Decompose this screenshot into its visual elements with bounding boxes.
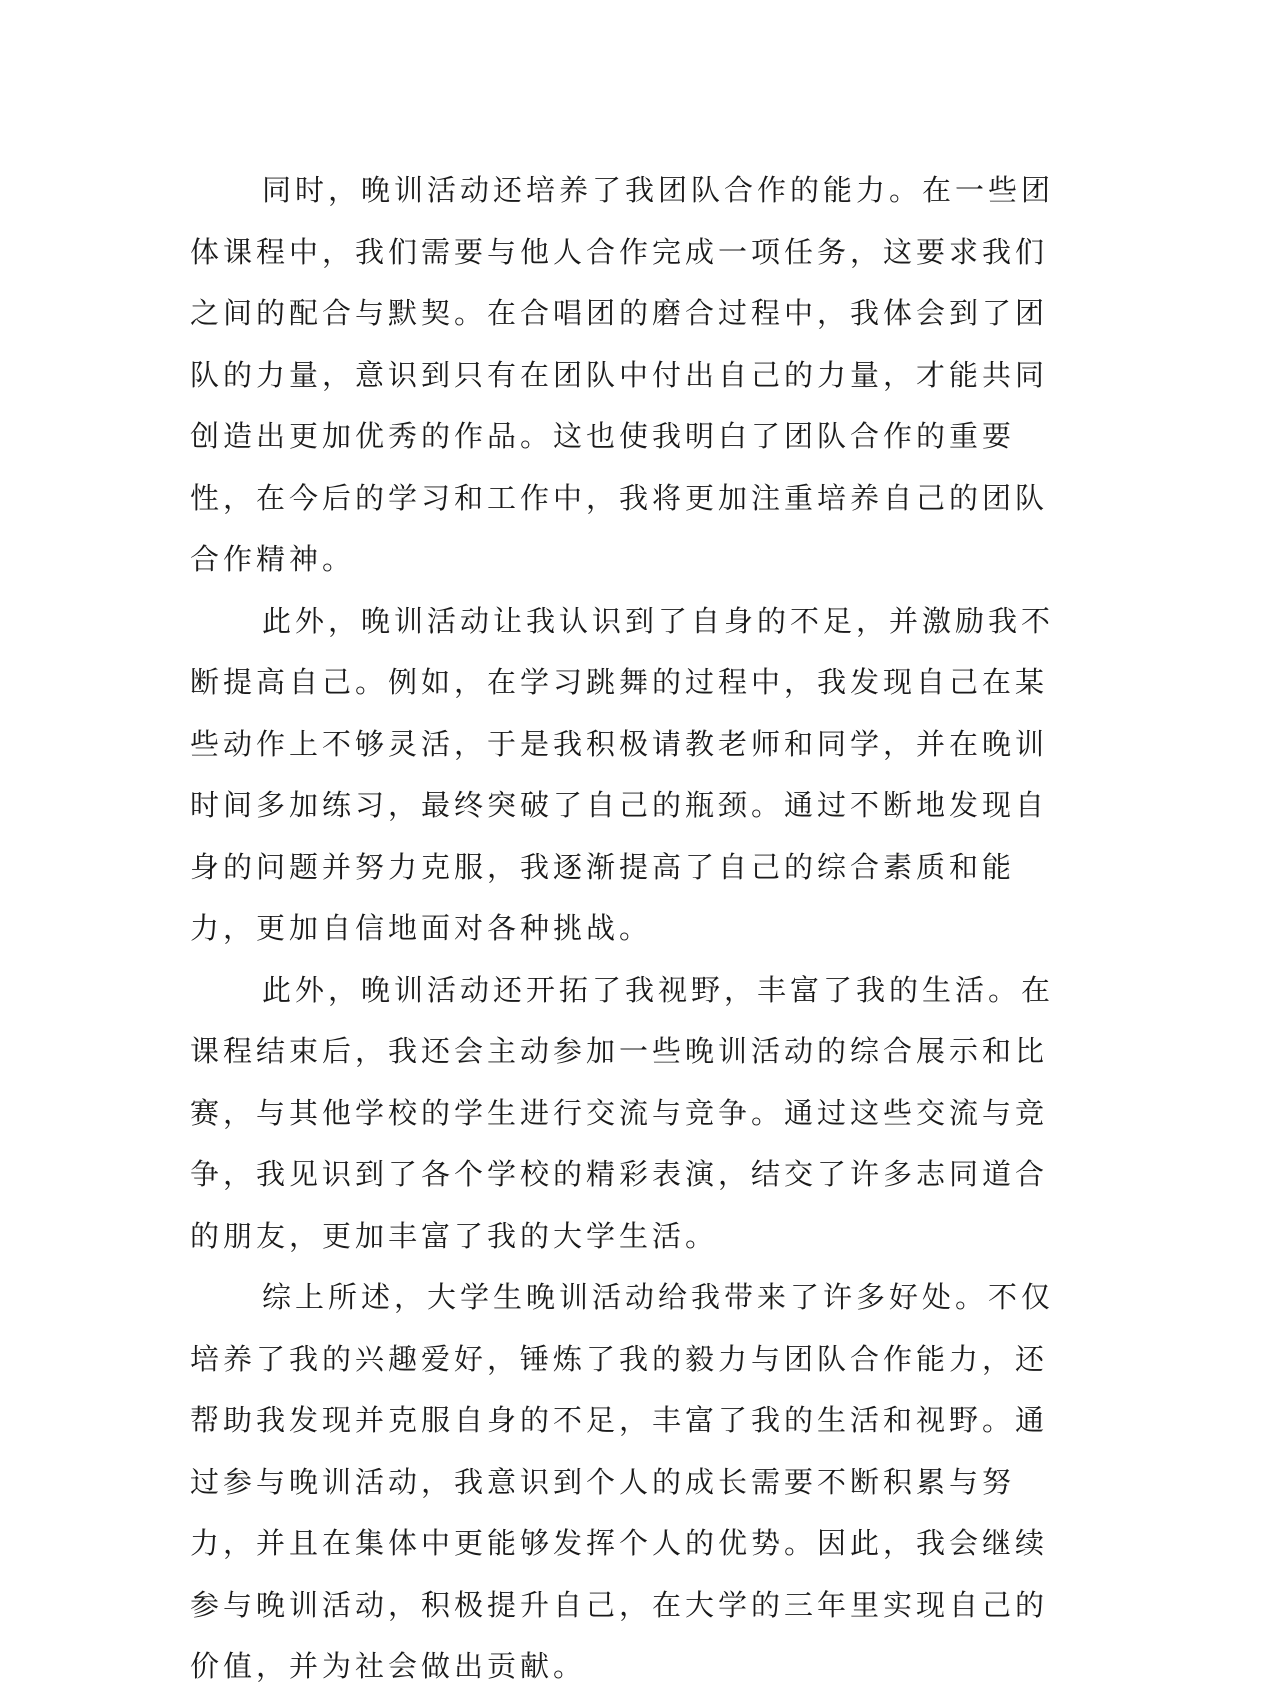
- body-text: [190, 160, 1070, 1698]
- paragraph-teamwork: 同时，晚训活动还培养了我团队合作的能力。在一些团体课程中，我们需要与他人合作完成一项任务，这要求我们之间的配合与默契。在合唱团的磨合过程中，我体会到了团队的力量，意识到只有在团队中付出自己的力量，才能共同创造出更加优秀的作品。这也使我明白了团队合作的重要性，在今后的学习和工作中，我将更加注重培养自己的团队合作精神。: [190, 173, 1055, 576]
- paragraph-broadened-horizons: 此外，晚训活动还开拓了我视野，丰富了我的生活。在课程结束后，我还会主动参加一些晚训活动的综合展示和比赛，与其他学校的学生进行交流与竞争。通过这些交流与竞争，我见识到了各个学校的精彩表演，结交了许多志同道合的朋友，更加丰富了我的大学生活。: [190, 972, 1055, 1253]
- paragraph-self-improvement: 此外，晚训活动让我认识到了自身的不足，并激励我不断提高自己。例如，在学习跳舞的过程中，我发现自己在某些动作上不够灵活，于是我积极请教老师和同学，并在晚训时间多加练习，最终突破了自己的瓶颈。通过不断地发现自身的问题并努力克服，我逐渐提高了自己的综合素质和能力，更加自信地面对各种挑战。: [190, 603, 1055, 945]
- paragraph-conclusion: 综上所述，大学生晚训活动给我带来了许多好处。不仅培养了我的兴趣爱好，锤炼了我的毅力与团队合作能力，还帮助我发现并克服自身的不足，丰富了我的生活和视野。通过参与晚训活动，我意识到个人的成长需要不断积累与努力，并且在集体中更能够发挥个人的优势。因此，我会继续参与晚训活动，积极提升自己，在大学的三年里实现自己的价值，并为社会做出贡献。: [190, 1280, 1055, 1683]
